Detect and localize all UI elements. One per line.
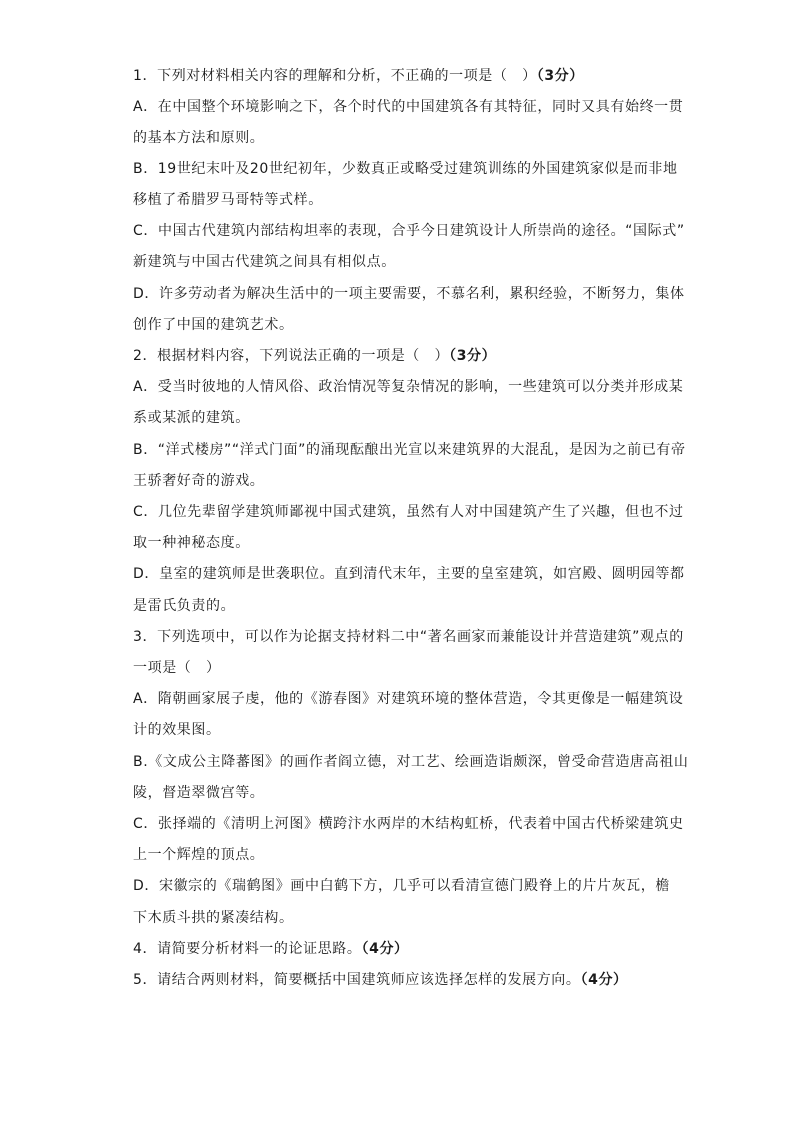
question-2-option-c-line-1: C．几位先辈留学建筑师鄙视中国式建筑，虽然有人对中国建筑产生了兴趣，但也不过 [133,504,684,520]
question-2-stem: 2．根据材料内容，下列说法正确的一项是（ ）（3分） [133,348,497,364]
question-1-option-c-line-2: 新建筑与中国古代建筑之间具有相似点。 [133,254,396,270]
question-3-option-b-line-1: B.《文成公主降蕃图》的画作者阎立德，对工艺、绘画造诣颇深，曾受命营造唐高祖山 [133,754,689,770]
question-4-score: （4分） [361,941,409,957]
question-3-option-c-line-2: 上一个辉煌的顶点。 [133,847,265,863]
question-2-option-d-line-2: 是雷氏负责的。 [133,598,236,614]
question-1-option-b-line-2: 移植了希腊罗马哥特等式样。 [133,192,323,208]
question-3-option-a-line-2: 计的效果图。 [133,722,221,738]
question-2-option-b-line-2: 王骄奢好奇的游戏。 [133,473,265,489]
question-1-option-d-line-2: 创作了中国的建筑艺术。 [133,317,294,333]
question-2-option-d-line-1: D．皇室的建筑师是世袭职位。直到清代末年，主要的皇室建筑，如宫殿、圆明园等都 [133,566,685,582]
question-5-stem: 5．请结合两则材料，简要概括中国建筑师应该选择怎样的发展方向。（4分） [133,972,628,988]
question-3-option-a-line-1: A．隋朝画家展子虔，他的《游春图》对建筑环境的整体营造，令其更像是一幅建筑设 [133,691,684,707]
question-1-option-a-line-2: 的基本方法和原则。 [133,130,265,146]
question-5-score: （4分） [580,972,628,988]
question-2-score: （3分） [449,348,497,364]
question-3-stem-line-2: 一项是（ ） [133,660,221,676]
question-1-stem: 1．下列对材料相关内容的理解和分析，不正确的一项是（ ）（3分） [133,68,584,84]
question-3-option-d-line-2: 下木质斗拱的紧凑结构。 [133,910,294,926]
question-2-option-a-line-1: A．受当时彼地的人情风俗、政治情况等复杂情况的影响，一些建筑可以分类并形成某 [133,379,684,395]
question-2-option-a-line-2: 系或某派的建筑。 [133,410,250,426]
question-3-option-b-line-2: 陵，督造翠微宫等。 [133,785,265,801]
question-1-option-b-line-1: B．19世纪末叶及20世纪初年，少数真正或略受过建筑训练的外国建筑家似是而非地 [133,161,678,177]
question-4-stem: 4．请简要分析材料一的论证思路。（4分） [133,941,409,957]
question-3-stem-line-1: 3．下列选项中，可以作为论据支持材料二中“著名画家而兼能设计并营造建筑”观点的 [133,629,684,645]
question-1-option-c-line-1: C．中国古代建筑内部结构坦率的表现，合乎今日建筑设计人所崇尚的途径。“国际式” [133,223,685,239]
question-3-option-c-line-1: C．张择端的《清明上河图》横跨汴水两岸的木结构虹桥，代表着中国古代桥梁建筑史 [133,816,684,832]
question-2-option-c-line-2: 取一种神秘态度。 [133,535,250,551]
question-1-score: （3分） [536,68,584,84]
question-3-option-d-line-1: D．宋徽宗的《瑞鹤图》画中白鹤下方，几乎可以看清宣德门殿脊上的片片灰瓦，檐 [133,878,670,894]
question-1-option-d-line-1: D．许多劳动者为解决生活中的一项主要需要，不慕名利，累积经验，不断努力，集体 [133,286,685,302]
question-2-option-b-line-1: B．“洋式楼房”“洋式门面”的涌现酝酿出光宣以来建筑界的大混乱，是因为之前已有帝 [133,442,686,458]
question-1-option-a-line-1: A．在中国整个环境影响之下，各个时代的中国建筑各有其特征，同时又具有始终一贯 [133,99,684,115]
